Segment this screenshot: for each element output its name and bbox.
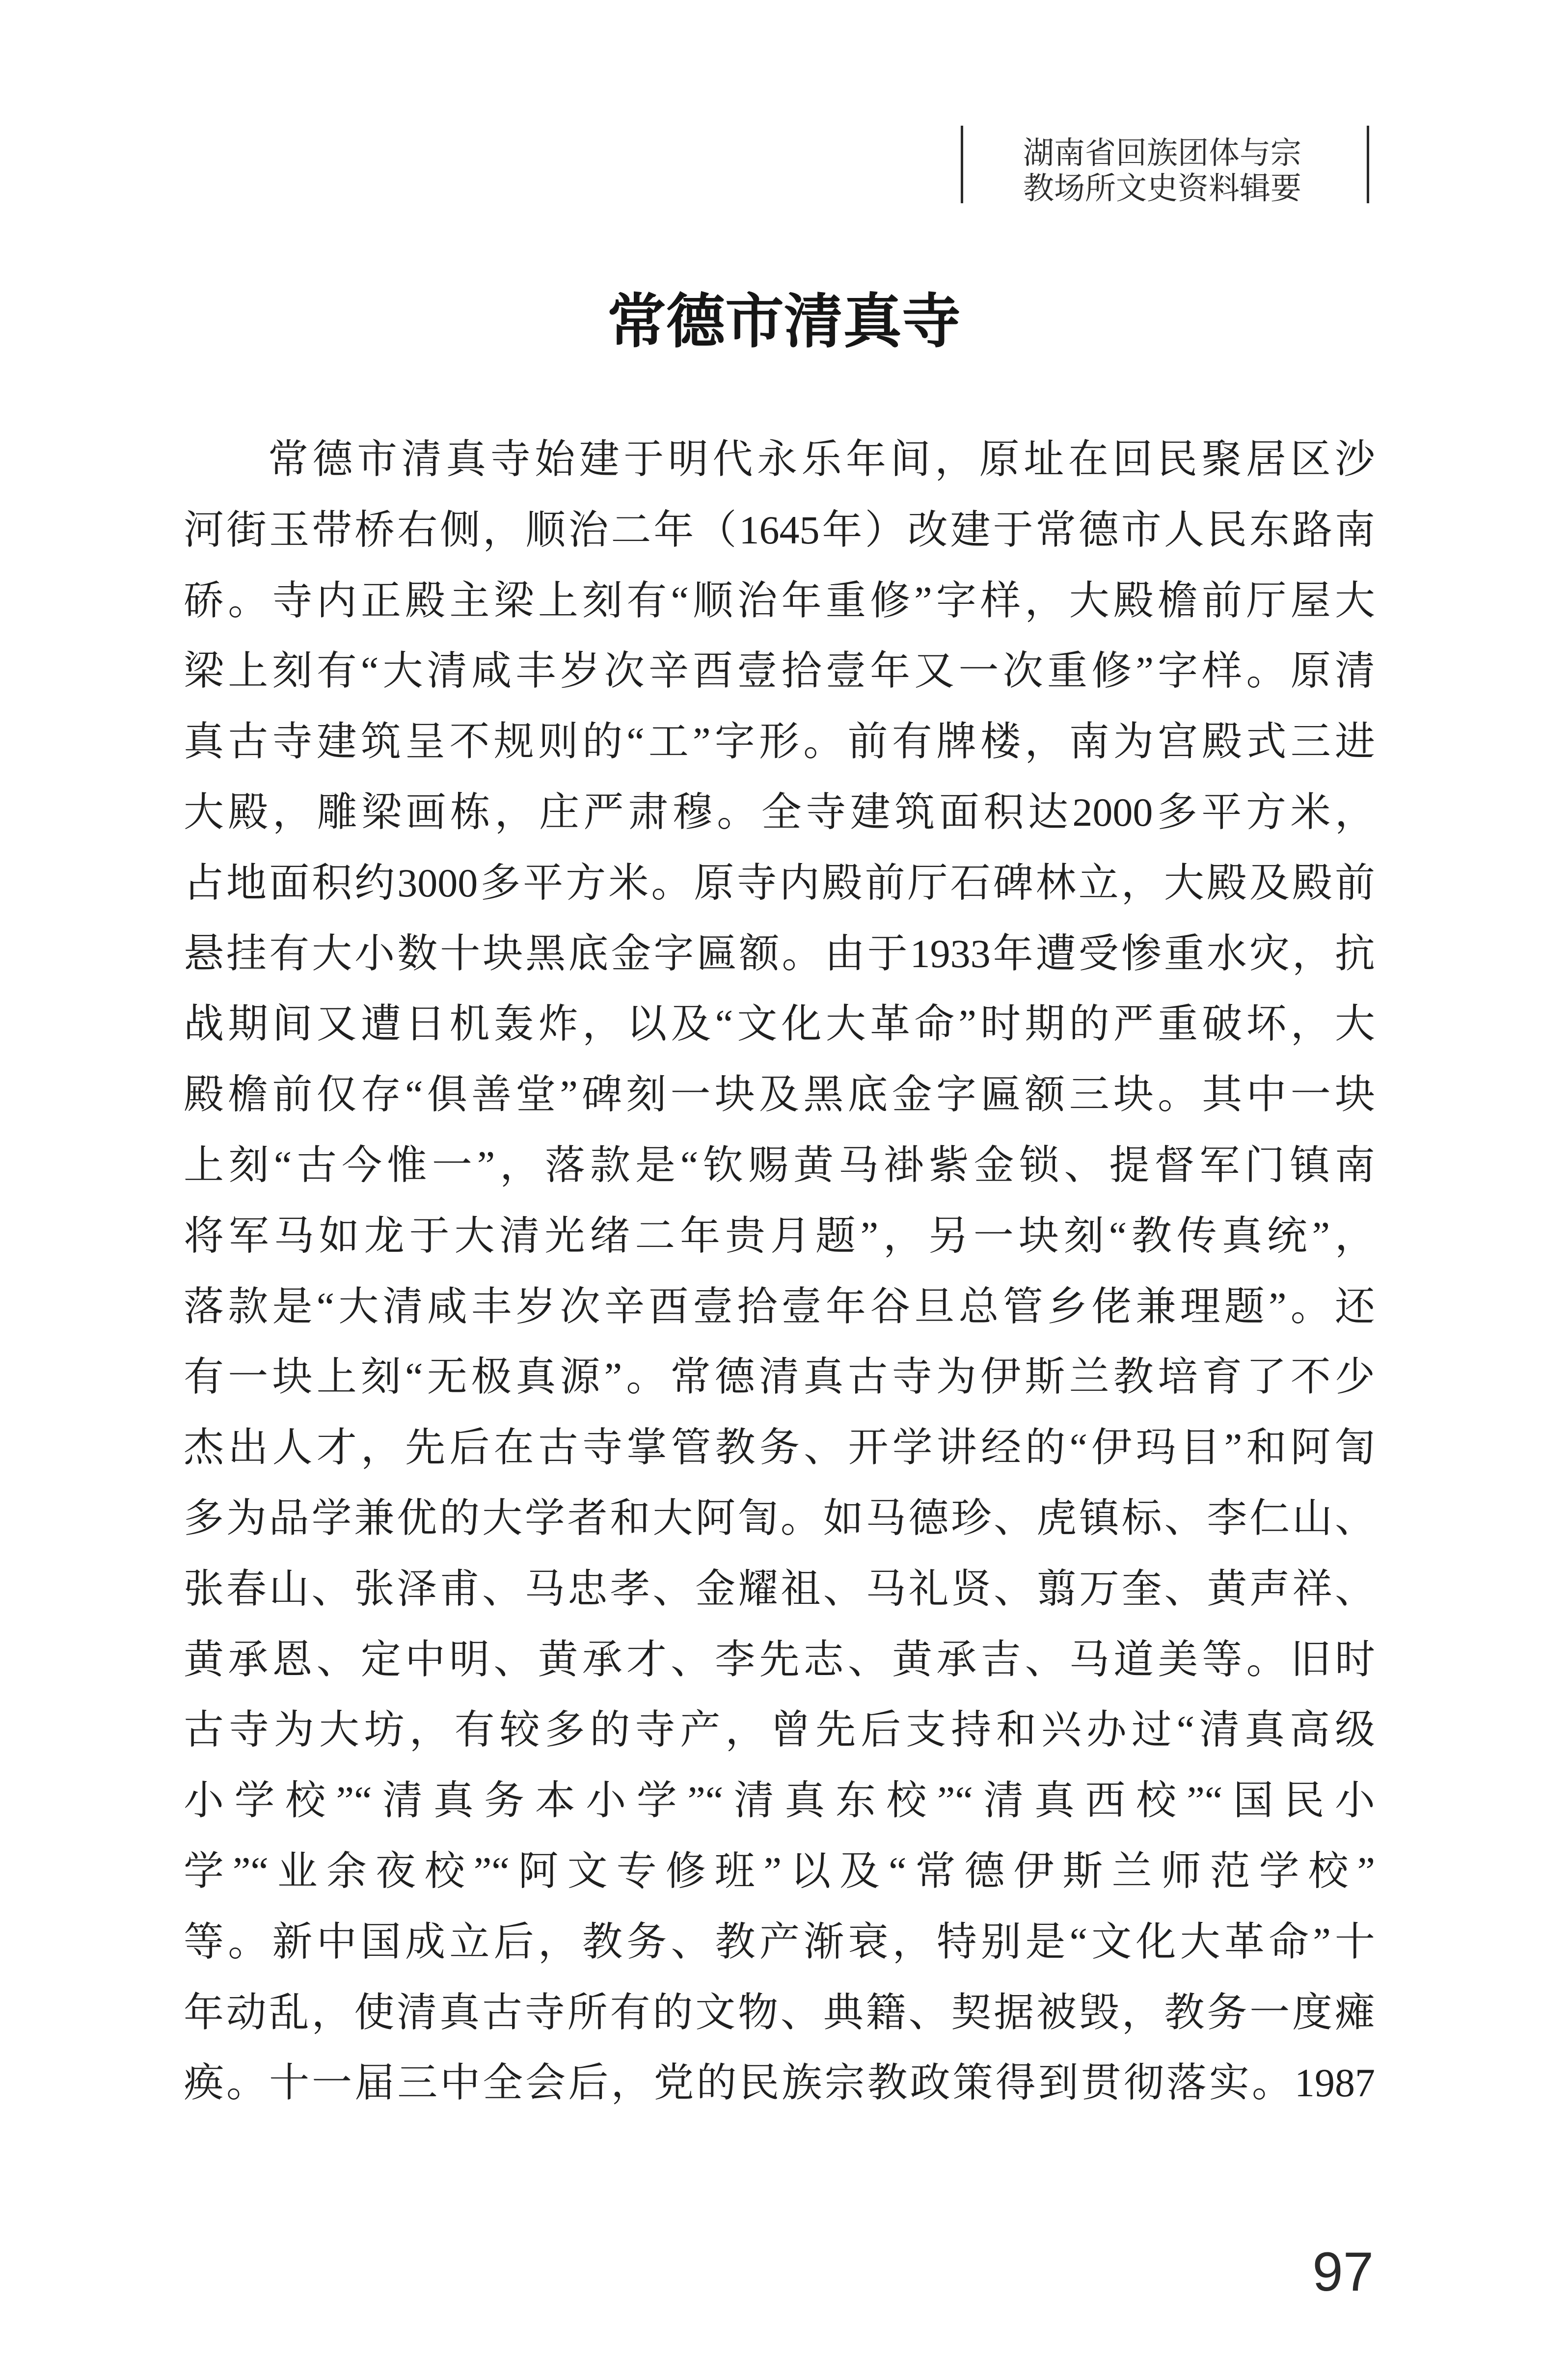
body-line: 梁上刻有“大清咸丰岁次辛酉壹拾壹年又一次重修”字样。原清: [184, 649, 1375, 694]
body-line: 将军马如龙于大清光绪二年贵月题”，另一块刻“教传真统”，: [184, 1213, 1375, 1258]
body-line: 年动乱，使清真古寺所有的文物、典籍、契据被毁，教务一度瘫: [184, 1990, 1375, 2035]
body-line: 战期间又遭日机轰炸，以及“文化大革命”时期的严重破坏，大: [184, 1001, 1375, 1047]
body-line: 河街玉带桥右侧，顺治二年（1645年）改建于常德市人民东路南: [184, 507, 1375, 552]
body-line: 有一块上刻“无极真源”。常德清真古寺为伊斯兰教培育了不少: [184, 1354, 1375, 1400]
body-line: 悬挂有大小数十块黑底金字匾额。由于1933年遭受惨重水灾，抗: [184, 931, 1375, 976]
body-line: 落款是“大清咸丰岁次辛酉壹拾壹年谷旦总管乡佬兼理题”。还: [184, 1284, 1375, 1329]
body-line: 大殿，雕梁画栋，庄严肃穆。全寺建筑面积达2000多平方米，: [184, 789, 1375, 835]
body-line: 黄承恩、定中明、黄承才、李先志、黄承吉、马道美等。旧时: [184, 1637, 1375, 1682]
body-line: 硚。寺内正殿主梁上刻有“顺治年重修”字样，大殿檐前厅屋大: [184, 578, 1375, 623]
body-line: 学”“业余夜校”“阿文专修班”以及“常德伊斯兰师范学校”: [184, 1848, 1375, 1893]
chapter-title: 常德市清真寺: [607, 289, 961, 354]
body-line: 常德市清真寺始建于明代永乐年间，原址在回民聚居区沙: [268, 437, 1375, 482]
body-line: 殿檐前仅存“俱善堂”碑刻一块及黑底金字匾额三块。其中一块: [184, 1072, 1375, 1117]
body-line: 小学校”“清真务本小学”“清真东校”“清真西校”“国民小: [184, 1778, 1375, 1823]
body-line: 张春山、张泽甫、马忠孝、金耀祖、马礼贤、翦万奎、黄声祥、: [184, 1566, 1375, 1611]
running-header-right-rule: [1367, 126, 1369, 203]
running-header-line: 湖南省回族团体与宗: [1023, 136, 1301, 170]
body-line: 真古寺建筑呈不规则的“工”字形。前有牌楼，南为宫殿式三进: [184, 719, 1375, 764]
body-paragraph: [184, 424, 1375, 2118]
body-line: 等。新中国成立后，教务、教产渐衰，特别是“文化大革命”十: [184, 1919, 1375, 1964]
running-header-left-rule: [961, 126, 963, 203]
body-line: 多为品学兼优的大学者和大阿訇。如马德珍、虎镇标、李仁山、: [184, 1495, 1375, 1541]
body-line: 上刻“古今惟一”，落款是“钦赐黄马褂紫金锁、提督军门镇南: [184, 1142, 1375, 1188]
running-header: [1023, 135, 1337, 206]
running-header-line: 教场所文史资料辑要: [1023, 171, 1301, 206]
body-line: 古寺为大坊，有较多的寺产，曾先后支持和兴办过“清真高级: [184, 1707, 1375, 1753]
body-line: 杰出人才，先后在古寺掌管教务、开学讲经的“伊玛目”和阿訇: [184, 1425, 1375, 1470]
body-line: 痪。十一届三中全会后，党的民族宗教政策得到贯彻落实。1987: [184, 2060, 1375, 2106]
page-number: 97: [1312, 2241, 1374, 2302]
body-line: 占地面积约3000多平方米。原寺内殿前厅石碑林立，大殿及殿前: [184, 860, 1375, 905]
